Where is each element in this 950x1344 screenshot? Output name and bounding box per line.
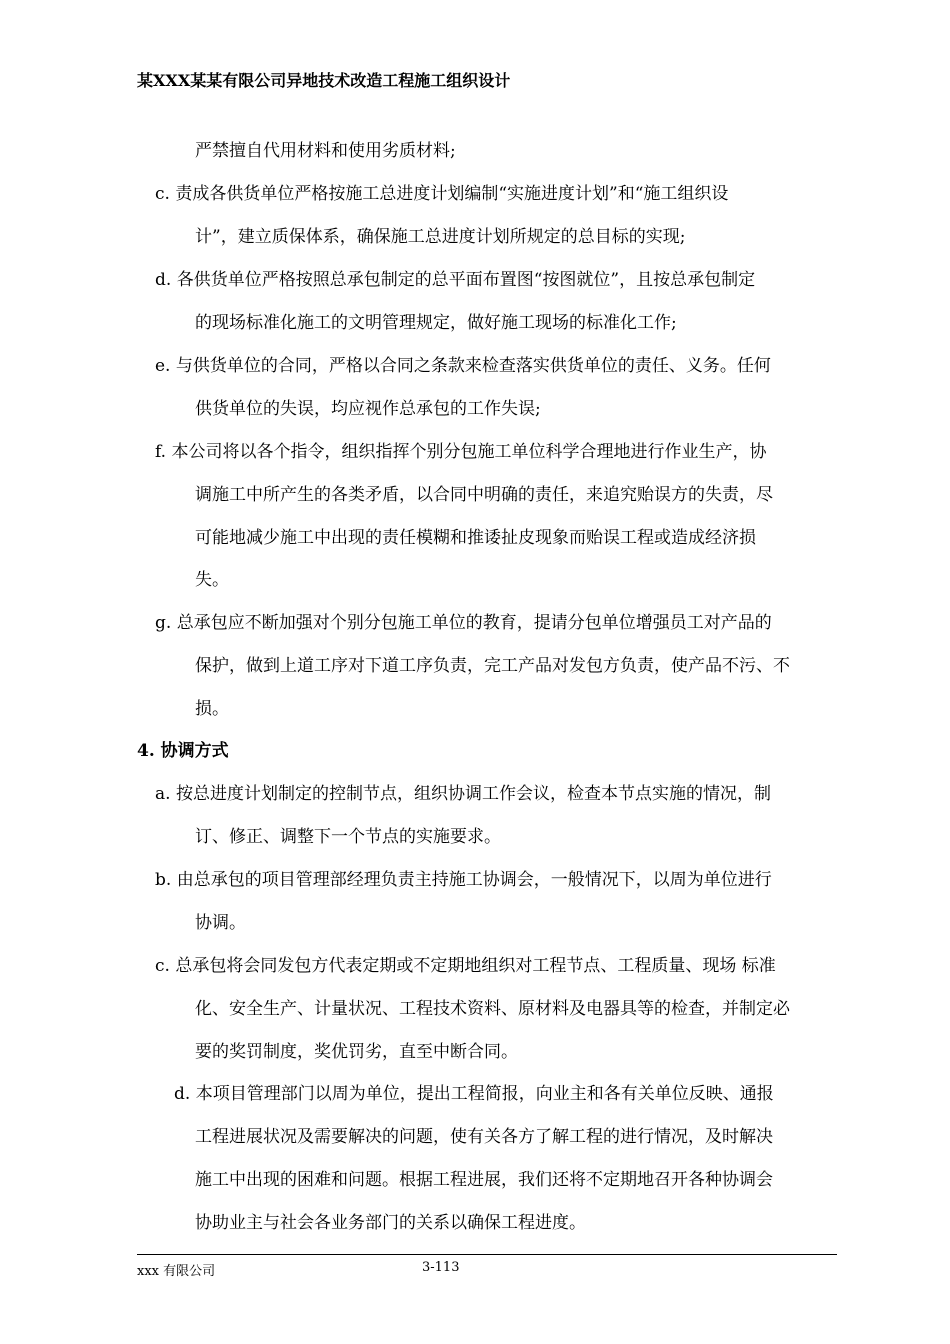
list-item-d: d. 各供货单位严格按照总承包制定的总平面布置图“按图就位”，且按总承包制定 [155, 270, 756, 290]
list-item-b: b. 由总承包的项目管理部经理负责主持施工协调会，一般情况下，以周为单位进行 [155, 870, 772, 890]
body-line: 化、安全生产、计量状况、工程技术资料、原材料及电器具等的检查，并制定必 [195, 999, 790, 1019]
list-item-d: d. 本项目管理部门以周为单位，提出工程简报，向业主和各有关单位反映、通报 [174, 1084, 774, 1104]
body-line: 施工中出现的困难和问题。根据工程进展，我们还将不定期地召开各种协调会 [195, 1170, 773, 1190]
section-4-heading: 4. 协调方式 [137, 741, 229, 761]
body-line: 协助业主与社会各业务部门的关系以确保工程进度。 [195, 1213, 586, 1233]
body-line: 的现场标准化施工的文明管理规定，做好施工现场的标准化工作; [195, 313, 677, 333]
body-line: 订、修正、调整下一个节点的实施要求。 [195, 827, 501, 847]
list-item-a: a. 按总进度计划制定的控制节点，组织协调工作会议，检查本节点实施的情况，制 [155, 784, 771, 804]
body-line: 损。 [195, 699, 229, 719]
list-item-c: c. 总承包将会同发包方代表定期或不定期地组织对工程节点、工程质量、现场 标准 [155, 956, 776, 976]
footer-page-number: 3-113 [422, 1260, 460, 1275]
body-line: 协调。 [195, 913, 246, 933]
list-item-g: g. 总承包应不断加强对个别分包施工单位的教育，提请分包单位增强员工对产品的 [155, 613, 772, 633]
body-line: 严禁擅自代用材料和使用劣质材料; [195, 141, 456, 161]
list-item-c: c. 责成各供货单位严格按施工总进度计划编制“实施进度计划”和“施工组织设 [155, 184, 729, 204]
footer-divider [137, 1254, 837, 1255]
body-line: 调施工中所产生的各类矛盾，以合同中明确的责任，来追究贻误方的失责，尽 [195, 485, 773, 505]
list-item-f: f. 本公司将以各个指令，组织指挥个别分包施工单位科学合理地进行作业生产，协 [155, 442, 767, 462]
body-line: 可能地减少施工中出现的责任模糊和推诿扯皮现象而贻误工程或造成经济损 [195, 528, 756, 548]
body-line: 要的奖罚制度，奖优罚劣，直至中断合同。 [195, 1042, 518, 1062]
page-header-title: 某XXX某某有限公司异地技术改造工程施工组织设计 [137, 71, 511, 90]
body-line: 保护，做到上道工序对下道工序负责，完工产品对发包方负责，使产品不污、不 [195, 656, 790, 676]
footer-company: xxx 有限公司 [137, 1264, 216, 1279]
body-line: 计”，建立质保体系，确保施工总进度计划所规定的总目标的实现; [195, 227, 686, 247]
list-item-e: e. 与供货单位的合同，严格以合同之条款来检查落实供货单位的责任、义务。任何 [155, 356, 771, 376]
body-line: 工程进展状况及需要解决的问题，使有关各方了解工程的进行情况，及时解决 [195, 1127, 773, 1147]
body-line: 失。 [195, 570, 229, 590]
body-line: 供货单位的失误，均应视作总承包的工作失误; [195, 399, 541, 419]
